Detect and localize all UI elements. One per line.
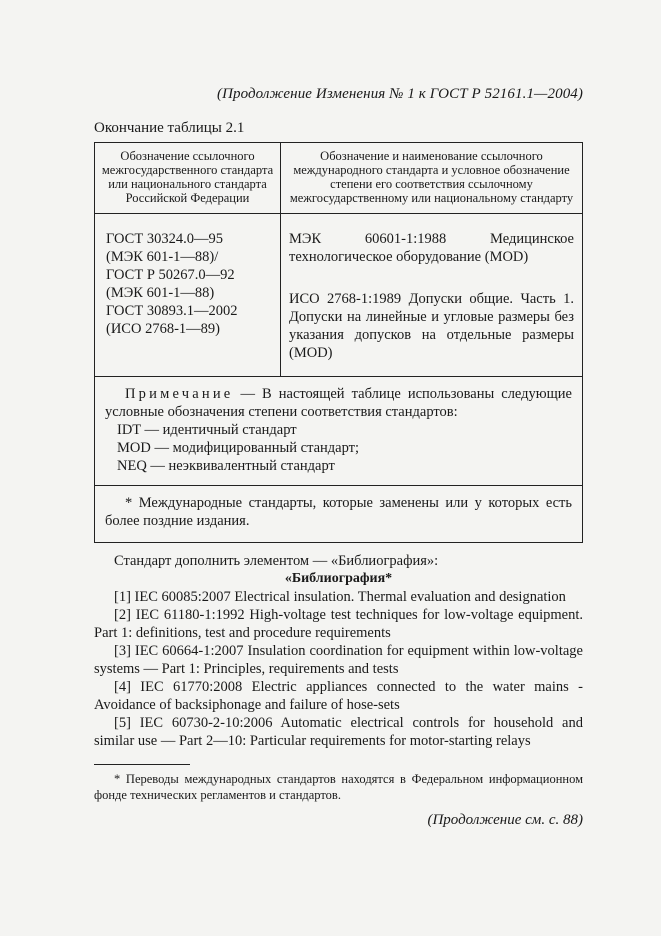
- note-label: Примечание: [125, 386, 234, 402]
- page-footnote: [94, 771, 583, 803]
- bibliography-item: [2] IEC 61180-1:1992 High-voltage test techniques for low-voltage equipment. Part 1: definitions, test and procedure requirements: [94, 607, 583, 641]
- note-body: — В настоящей таблице использованы следующие условные обозначения степени соответствия стандартов:: [105, 386, 572, 420]
- page-footnote-text: * Переводы международных стандартов находятся в Федеральном информационном фонде технических регламентов и стандартов.: [94, 772, 583, 802]
- bibliography-item: [3] IEC 60664-1:2007 Insulation coordination for equipment within low-voltage systems — Part 1: Principles, requirements and tests: [94, 643, 583, 677]
- bibliography-heading: «Библиография*: [284, 571, 393, 586]
- intl-standard-entry: МЭК 60601-1:1988 Медицинское технологическое оборудование (MOD): [289, 231, 574, 265]
- note-row: [95, 377, 583, 486]
- running-header: (Продолжение Изменения № 1 к ГОСТ Р 52161.1—2004): [216, 86, 583, 102]
- table-row: [95, 214, 583, 377]
- continuation-note: (Продолжение см. с. 88): [427, 812, 583, 828]
- std-line: (ИСО 2768-1—89): [106, 321, 220, 337]
- reference-table: [94, 142, 583, 543]
- bibliography-item: [5] IEC 60730-2-10:2006 Automatic electrical controls for household and similar use — Part 2—10: Particular requirements for motor-starting relays: [94, 715, 583, 749]
- bibliography-intro: Стандарт дополнить элементом — «Библиография»:: [114, 553, 439, 569]
- table-caption: Окончание таблицы 2.1: [94, 120, 245, 136]
- national-standards-cell: [95, 214, 281, 377]
- note-item: IDT — идентичный стандарт: [117, 422, 297, 438]
- note-item: MOD — модифицированный стандарт;: [117, 440, 360, 456]
- col2-header: Обозначение и наименование ссылочного международного стандарта и условное обозначение степени его соответствия ссылочному межгосударственному или национальному стандарту: [281, 143, 583, 214]
- note-item: NEQ — неэквивалентный стандарт: [117, 458, 335, 474]
- table-footnote: * Международные стандарты, которые заменены или у которых есть более поздние издания.: [105, 495, 572, 529]
- bibliography-item: [4] IEC 61770:2008 Electric appliances connected to the water mains - Avoidance of backsiphonage and failure of hose-sets: [94, 679, 583, 713]
- note-cell: [95, 377, 583, 486]
- bibliography-item: [1] IEC 60085:2007 Electrical insulation. Thermal evaluation and designation: [114, 589, 566, 605]
- international-standards-cell: [281, 214, 583, 377]
- std-line: ГОСТ 30324.0—95: [106, 231, 223, 247]
- std-line: (МЭК 601-1—88)/: [106, 249, 219, 265]
- std-line: (МЭК 601-1—88): [106, 285, 215, 301]
- std-line: ГОСТ Р 50267.0—92: [106, 267, 235, 283]
- std-line: ГОСТ 30893.1—2002: [106, 303, 238, 319]
- table-footnote-cell: [95, 486, 583, 543]
- note-text: [105, 385, 572, 421]
- intl-standard-entry: ИСО 2768-1:1989 Допуски общие. Часть 1. Допуски на линейные и угловые размеры без указания допусков на отдельные размеры (MOD): [289, 291, 574, 361]
- footnote-divider: [94, 764, 190, 765]
- bibliography-section: [94, 552, 583, 750]
- footnote-row: [95, 486, 583, 543]
- table-header-row: [95, 143, 583, 214]
- col1-header: Обозначение ссылочного межгосударственного стандарта или национального стандарта Российской Федерации: [95, 143, 281, 214]
